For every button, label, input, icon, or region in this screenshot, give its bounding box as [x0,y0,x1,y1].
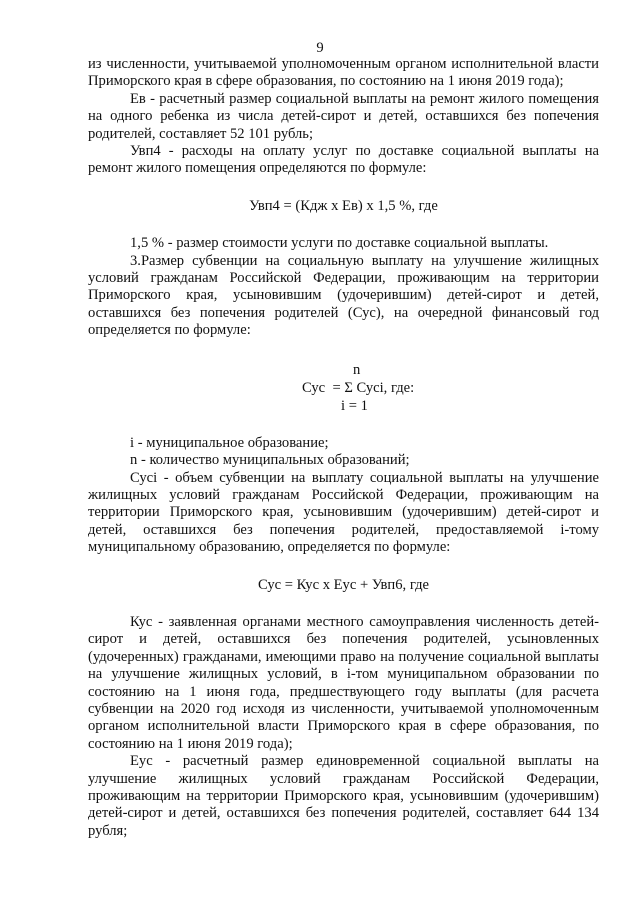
sum-formula: Сус = Σ Сусi, где: [302,379,415,396]
paragraph-section-3: 3.Размер субвенции на социальную выплату на улучшение жилищных условий гражданам Российской Федерации, проживающим на территории Приморского края, усыновившим (удочерившим) детей-сирот и детей, оставшихся без попечения родителей (Сус), на очередной финансовый год определяется по формуле: [88,252,599,339]
paragraph-delivery-cost: 1,5 % - размер стоимости услуги по доставке социальной выплаты. [130,235,549,252]
formula-sus: Сус = Кус х Еус + Увп6, где [257,576,430,593]
page-number: 9 [316,40,324,56]
paragraph-kus-definition: Кус - заявленная органами местного самоуправления численность детей-сирот и детей, оставшихся без попечения родителей, усыновленных (удочеренных) гражданами, имеющими право на получение социальной выплаты на улучшение жилищных условий, в i-том муниципальном образовании по состоянию на 1 июня года, предшествующего году выплаты (для расчета субвенции на 2020 год исходя из численности, учитываемой уполномоченным органом исполнительной власти Приморского края в сфере образования, по состоянию на 1 июня 2019 года); [88,613,599,752]
sum-lower-limit: i = 1 [341,397,368,414]
paragraph-susi-definition: Сусi - объем субвенции на выплату социальной выплаты на улучшение жилищных условий гражданам Российской Федерации, проживающим на территории Приморского края, усыновившим (удочерившим) детей-сирот и детей, оставшихся без попечения родителей, предоставляемой i-тому муниципальному образованию, определяется по формуле: [88,469,599,556]
formula-sum-block [88,362,599,418]
paragraph-i-definition: i - муниципальное образование; [130,434,329,451]
paragraph-n-definition: n - количество муниципальных образований; [130,452,410,469]
sum-upper-limit: n [353,361,361,378]
paragraph-eus-definition: Еус - расчетный размер единовременной социальной выплаты на улучшение жилищных условий гражданам Российской Федерации, проживающим на территории Приморского края, усыновившим (удочерившим) детей-сирот и детей, оставшихся без попечения родителей, составляет 644 134 рубля; [88,753,599,839]
document-body [88,56,599,840]
formula-uvp4: Увп4 = (Кдж х Ев) х 1,5 %, где [249,197,438,214]
paragraph-uvp4-definition: Увп4 - расходы на оплату услуг по доставке социальной выплаты на ремонт жилого помещения определяются по формуле: [88,143,599,177]
paragraph-continuation: из численности, учитываемой уполномоченным органом исполнительной власти Приморского края в сфере образования, по состоянию на 1 июня 2019 года); [88,56,599,90]
paragraph-ev-definition: Ев - расчетный размер социальной выплаты на ремонт жилого помещения на одного ребенка из числа детей-сирот и детей, оставшихся без попечения родителей, составляет 52 101 рубль; [88,90,599,142]
